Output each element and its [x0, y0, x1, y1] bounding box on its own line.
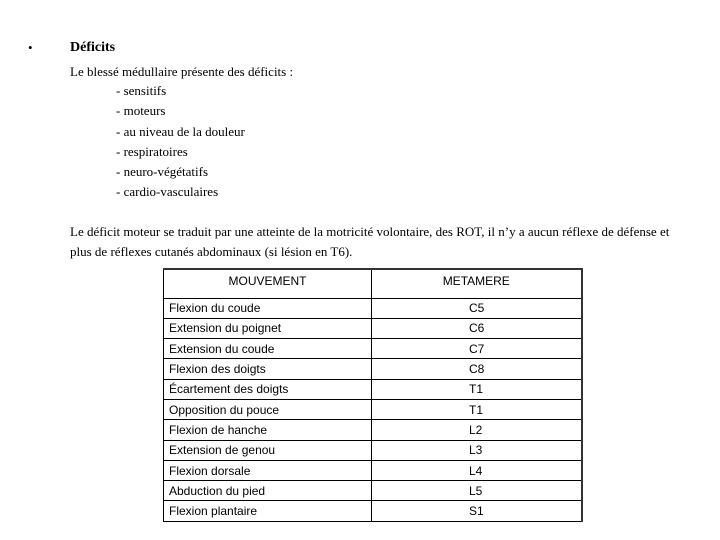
deficit-item: - neuro-végétatifs — [116, 164, 209, 180]
deficit-item: - respiratoires — [116, 143, 188, 159]
table-row — [164, 359, 582, 379]
cell-metamere: C5 — [372, 298, 582, 318]
table-row — [164, 379, 582, 399]
cell-metamere: S1 — [372, 501, 582, 521]
cell-mouvement: Abduction du pied — [164, 481, 372, 501]
header-metamere: METAMERE — [372, 269, 582, 298]
cell-mouvement: Flexion des doigts — [164, 359, 372, 379]
deficit-item: - cardio-vasculaires — [116, 184, 219, 200]
table-body — [164, 298, 582, 521]
cell-metamere: C8 — [372, 359, 582, 379]
metamere-table-wrapper — [163, 268, 583, 522]
table-row — [164, 298, 582, 318]
table-row — [164, 460, 582, 480]
cell-mouvement: Flexion dorsale — [164, 460, 372, 480]
table-header-row — [164, 269, 582, 298]
cell-mouvement: Flexion de hanche — [164, 420, 372, 440]
cell-metamere: C7 — [372, 339, 582, 359]
cell-metamere: L5 — [372, 481, 582, 501]
cell-metamere: L4 — [372, 460, 582, 480]
cell-mouvement: Extension du poignet — [164, 318, 372, 338]
cell-metamere: L2 — [372, 420, 582, 440]
header-mouvement: MOUVEMENT — [164, 269, 372, 298]
table-row — [164, 420, 582, 440]
deficit-item: - moteurs — [116, 103, 166, 119]
cell-metamere: T1 — [372, 399, 582, 419]
table-row — [164, 501, 582, 521]
deficit-list — [116, 81, 245, 203]
table-row — [164, 440, 582, 460]
table-row — [164, 318, 582, 338]
section-heading: Déficits — [70, 40, 116, 55]
table-row — [164, 339, 582, 359]
cell-mouvement: Opposition du pouce — [164, 399, 372, 419]
table-row — [164, 399, 582, 419]
bullet-marker: • — [28, 40, 33, 55]
cell-metamere: T1 — [372, 379, 582, 399]
intro-text: Le blessé médullaire présente des déficits : — [70, 64, 294, 79]
cell-metamere: C6 — [372, 318, 582, 338]
cell-mouvement: Extension du coude — [164, 339, 372, 359]
cell-metamere: L3 — [372, 440, 582, 460]
motor-deficit-paragraph: Le déficit moteur se traduit par une atteinte de la motricité volontaire, des ROT, il n’y a aucun réflexe de défense et plus de réflexes cutanés abdominaux (si lésion en T6). — [70, 224, 670, 259]
metamere-table — [163, 268, 583, 522]
cell-mouvement: Écartement des doigts — [164, 379, 372, 399]
cell-mouvement: Flexion plantaire — [164, 501, 372, 521]
deficit-item: - sensitifs — [116, 83, 167, 98]
cell-mouvement: Flexion du coude — [164, 298, 372, 318]
table-row — [164, 481, 582, 501]
cell-mouvement: Extension de genou — [164, 440, 372, 460]
deficit-item: - au niveau de la douleur — [116, 123, 245, 139]
